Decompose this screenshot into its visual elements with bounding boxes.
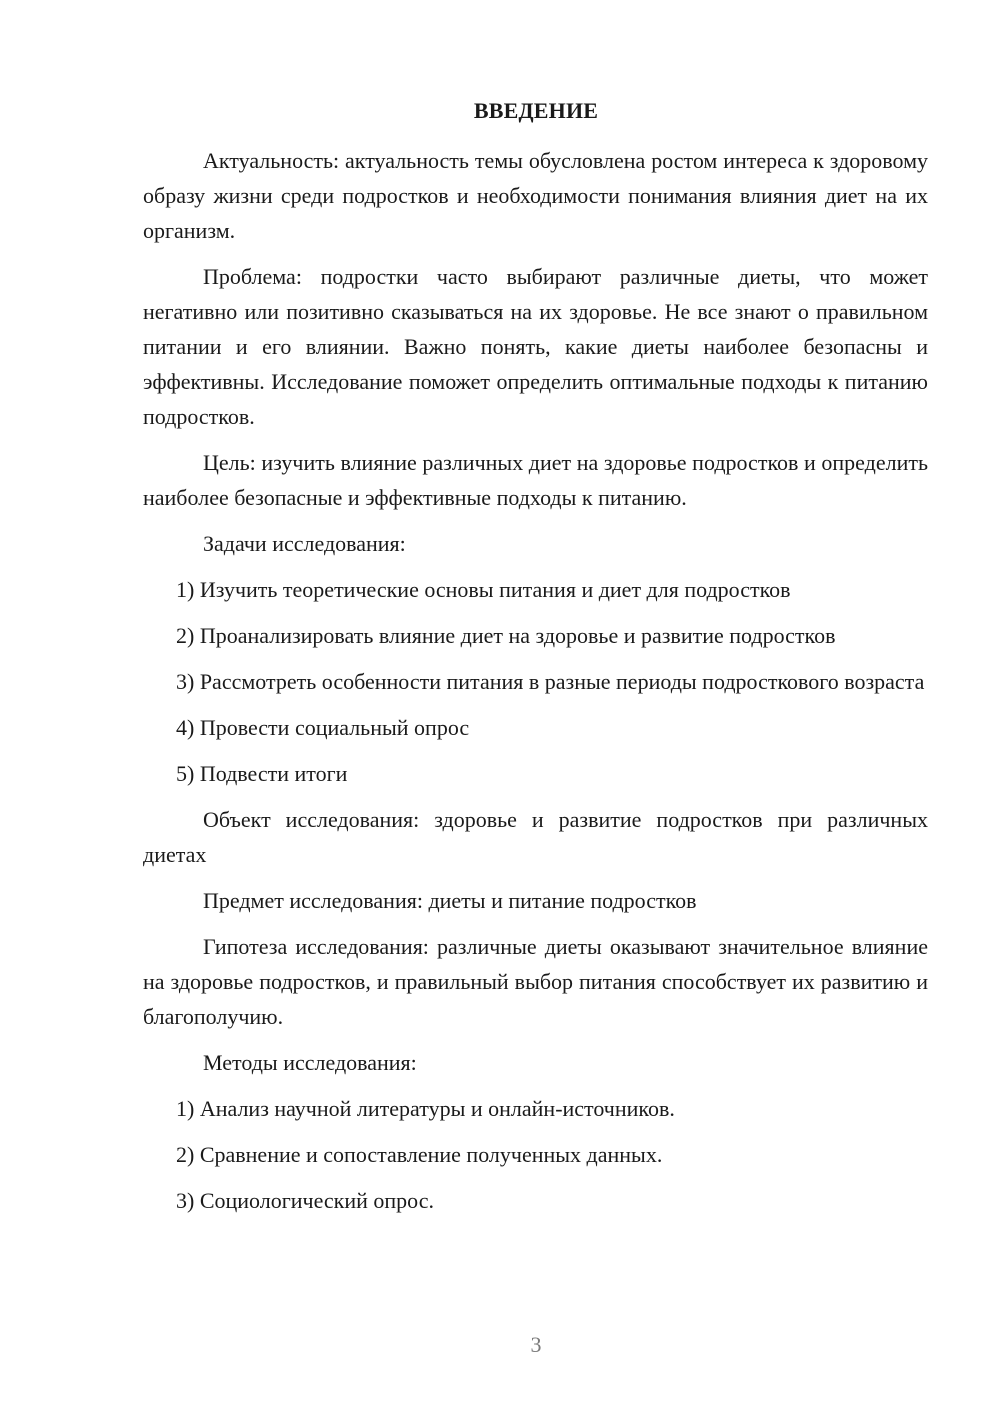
tasks-list [143,572,928,791]
task-item: 4) Провести социальный опрос [176,715,470,740]
tasks-title: Задачи исследования: [203,531,406,556]
hypothesis-paragraph: Гипотеза исследования: различные диеты оказывают значительное влияние на здоровье подростков, и правильный выбор питания способствует их развитию и благополучию. [143,934,928,1029]
object-paragraph: Объект исследования: здоровье и развитие подростков при различных диетах [143,807,928,867]
task-item: 1) Изучить теоретические основы питания и диет для подростков [176,577,791,602]
goal-paragraph: Цель: изучить влияние различных диет на здоровье подростков и определить наиболее безопасные и эффективные подходы к питанию. [143,450,928,510]
page-number: 3 [530,1332,542,1357]
method-item: 2) Сравнение и сопоставление полученных данных. [176,1142,663,1167]
task-item: 2) Проанализировать влияние диет на здоровье и развитие подростков [176,623,836,648]
document-body [143,143,928,1229]
methods-list [143,1091,928,1218]
method-item: 1) Анализ научной литературы и онлайн-источников. [176,1096,675,1121]
task-item: 3) Рассмотреть особенности питания в разные периоды подросткового возраста [176,669,925,694]
methods-title: Методы исследования: [203,1050,417,1075]
section-heading: ВВЕДЕНИЕ [473,98,599,123]
subject-paragraph: Предмет исследования: диеты и питание подростков [203,888,697,913]
problem-paragraph: Проблема: подростки часто выбирают различные диеты, что может негативно или позитивно сказываться на их здоровье. Не все знают о правильном питании и его влиянии. Важно понять, какие диеты наиболее безопасны и эффективны. Исследование поможет определить оптимальные подходы к питанию подростков. [143,264,928,429]
relevance-paragraph: Актуальность: актуальность темы обусловлена ростом интереса к здоровому образу жизни среди подростков и необходимости понимания влияния диет на их организм. [143,148,928,243]
task-item: 5) Подвести итоги [176,761,348,786]
method-item: 3) Социологический опрос. [176,1188,434,1213]
